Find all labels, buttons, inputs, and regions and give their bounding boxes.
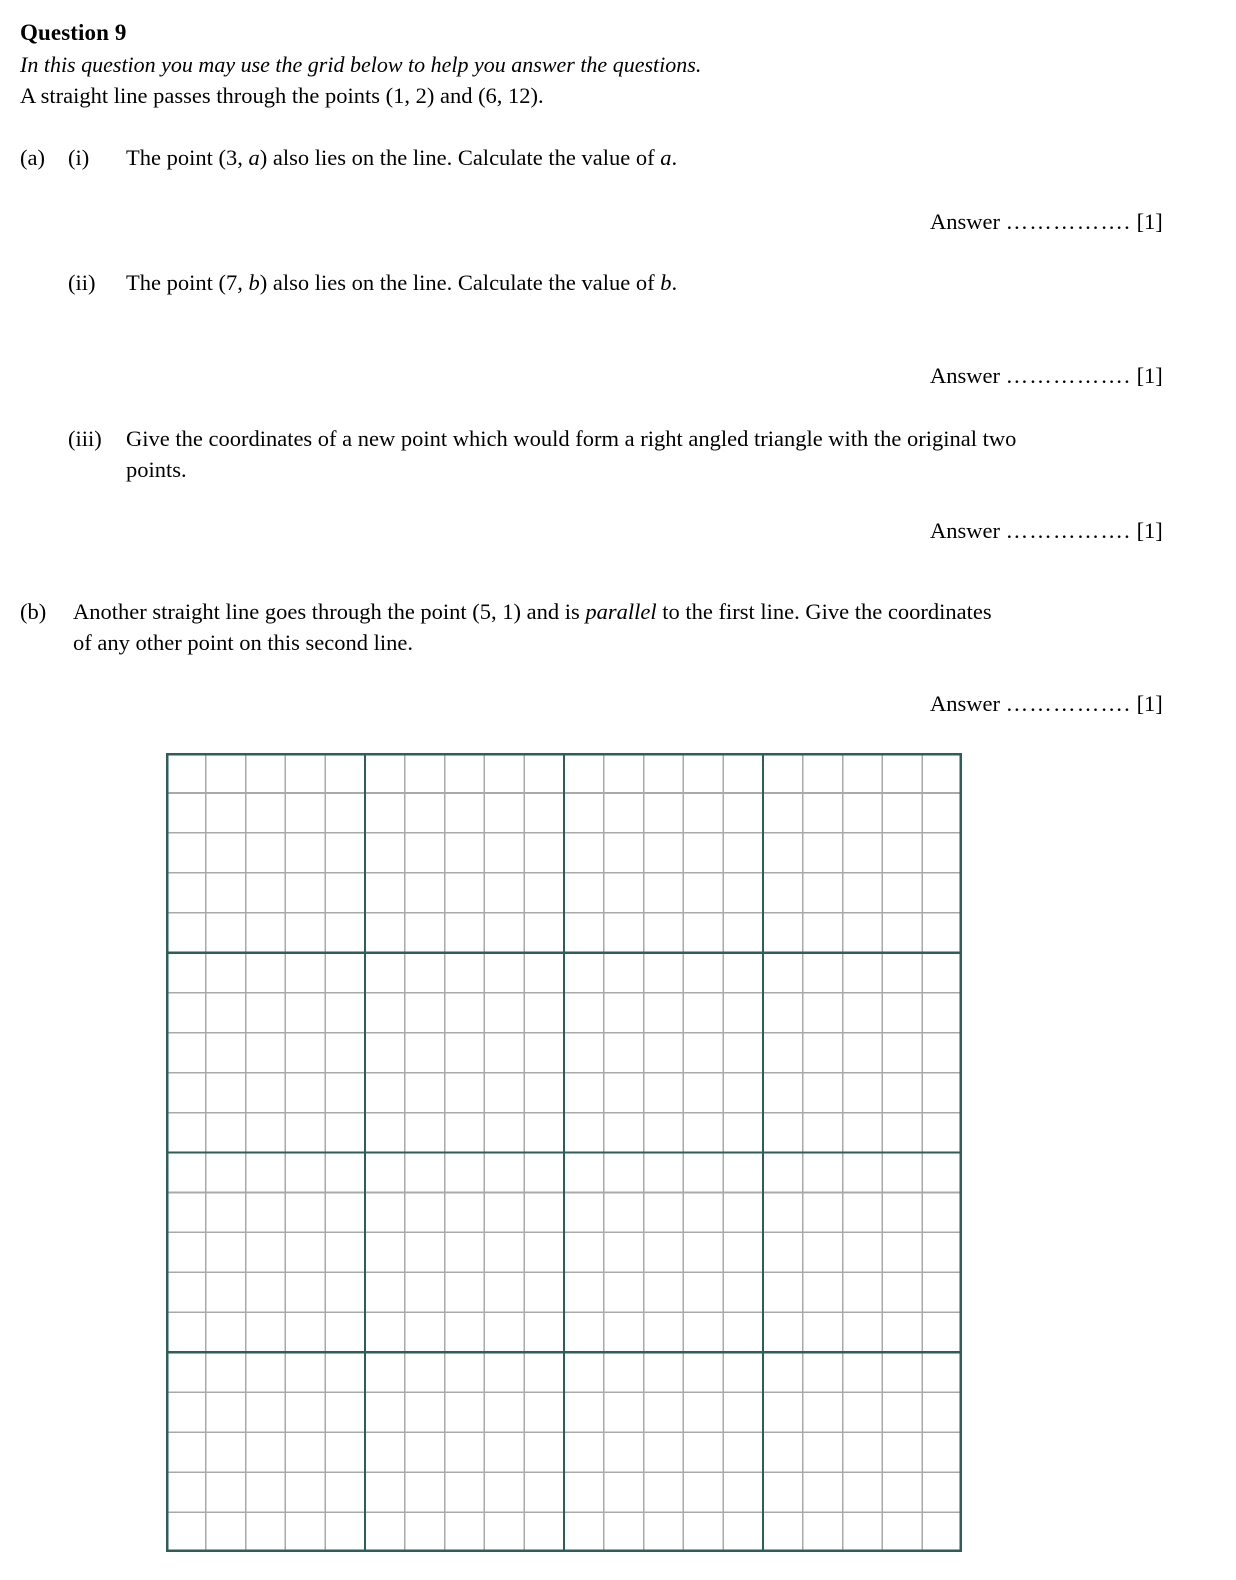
answer-marks: [1] xyxy=(1136,363,1163,388)
intro-statement: A straight line passes through the points (1, 2) and (6, 12). xyxy=(20,83,544,108)
part-marker-a: (a) xyxy=(20,145,45,170)
answer-line-b xyxy=(930,691,1163,717)
answer-label: Answer xyxy=(930,209,1000,234)
variable-a: a xyxy=(660,145,672,170)
question-part-b xyxy=(20,596,1210,658)
part-marker-a-i: (i) xyxy=(68,145,90,170)
text-segment: . xyxy=(671,145,678,170)
answer-marks: [1] xyxy=(1136,691,1163,716)
question-text-a-iii xyxy=(126,423,1205,485)
part-marker-a-iii: (iii) xyxy=(68,426,102,451)
question-text-a-i xyxy=(126,142,1220,173)
answer-marks: [1] xyxy=(1136,518,1163,543)
variable-a: a xyxy=(248,145,260,170)
text-segment: The point (7, xyxy=(126,270,249,295)
text-segment: to the first line. Give the coordinates xyxy=(656,599,992,624)
answer-line-a-iii xyxy=(930,518,1163,544)
answer-dotted-leader[interactable]: ……………. xyxy=(1005,363,1131,388)
emphasis-parallel: parallel xyxy=(585,599,657,624)
part-marker-b: (b) xyxy=(20,599,47,624)
part-marker-a-ii: (ii) xyxy=(68,270,96,295)
answer-dotted-leader[interactable]: ……………. xyxy=(1005,518,1131,543)
answer-dotted-leader[interactable]: ……………. xyxy=(1005,691,1131,716)
text-line-1: Give the coordinates of a new point which would form a right angled triangle with the original two xyxy=(126,426,1017,451)
question-text-a-ii xyxy=(126,267,1220,298)
question-text-b xyxy=(73,596,1210,658)
text-segment: Another straight line goes through the point (5, 1) and is xyxy=(73,599,586,624)
question-part-a-ii xyxy=(20,267,1220,298)
page-title: Question 9 xyxy=(20,20,127,45)
graph-paper-grid[interactable] xyxy=(166,753,962,1552)
grid-svg xyxy=(166,753,962,1552)
text-segment: . xyxy=(671,270,678,295)
question-part-a-iii xyxy=(20,423,1205,485)
intro-instruction-italic: In this question you may use the grid below to help you answer the questions. xyxy=(20,52,702,77)
text-segment: ) also lies on the line. Calculate the value of xyxy=(259,145,661,170)
answer-line-a-ii xyxy=(930,363,1163,389)
answer-label: Answer xyxy=(930,363,1000,388)
answer-label: Answer xyxy=(930,518,1000,543)
question-part-a-i xyxy=(20,142,1220,173)
answer-line-a-i xyxy=(930,209,1163,235)
variable-b: b xyxy=(248,270,260,295)
text-line-2: points. xyxy=(126,457,187,482)
text-segment: The point (3, xyxy=(126,145,249,170)
answer-dotted-leader[interactable]: ……………. xyxy=(1005,209,1131,234)
answer-marks: [1] xyxy=(1136,209,1163,234)
answer-label: Answer xyxy=(930,691,1000,716)
text-segment: ) also lies on the line. Calculate the value of xyxy=(259,270,661,295)
text-line-2: of any other point on this second line. xyxy=(73,630,413,655)
variable-b: b xyxy=(660,270,672,295)
